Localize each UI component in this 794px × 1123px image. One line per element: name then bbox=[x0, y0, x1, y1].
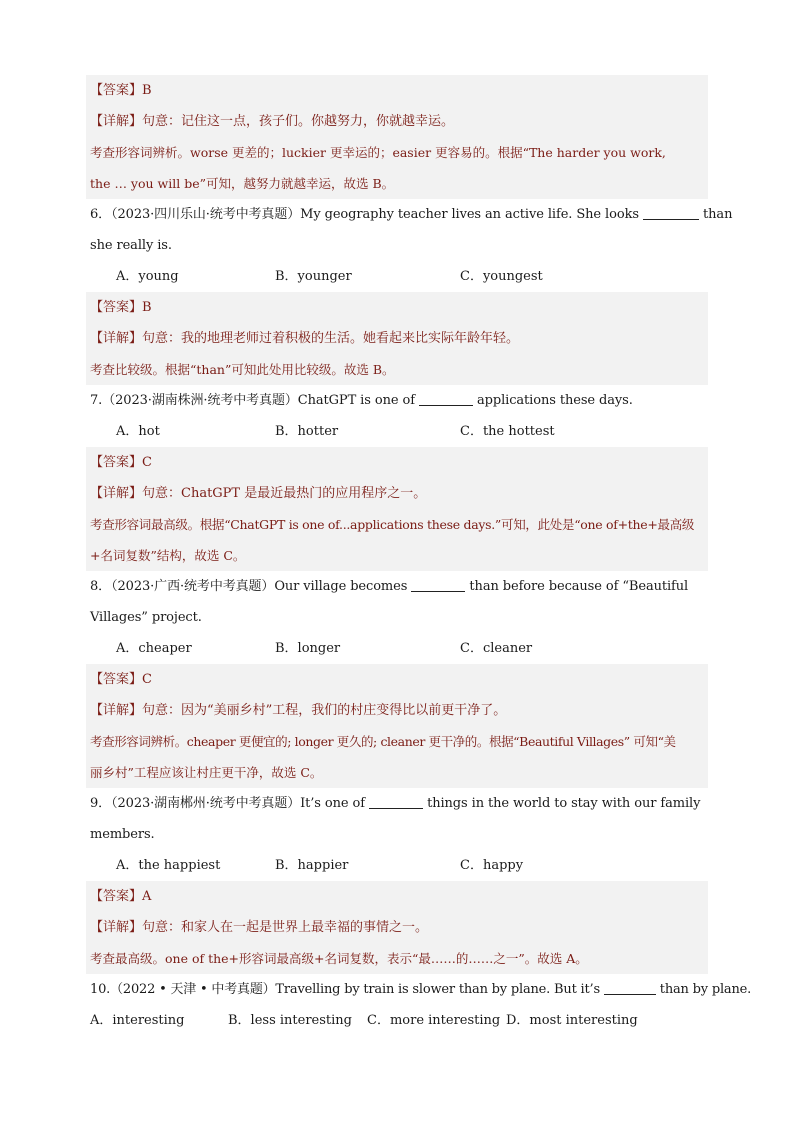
option-a: A．cheaper bbox=[116, 641, 192, 656]
answer-label: 【答案】A bbox=[90, 889, 152, 904]
option-c: C．cleaner bbox=[460, 641, 533, 656]
question-stem: she really is. bbox=[90, 238, 172, 253]
option-c: C．happy bbox=[460, 858, 524, 873]
question-stem: 8．（2023·广西·统考中考真题）Our village becomes than before because of “Beautiful bbox=[90, 579, 689, 594]
question-stem: 7.（2023·湖南株洲·统考中考真题）ChatGPT is one of applications these days. bbox=[90, 393, 633, 408]
answer-blank bbox=[411, 577, 465, 592]
answer-blank bbox=[419, 391, 473, 406]
detail-line: 【详解】句意：因为“美丽乡村”工程，我们的村庄变得比以前更干净了。 bbox=[90, 703, 507, 718]
option-b: B．longer bbox=[275, 641, 341, 656]
option-c: C．youngest bbox=[460, 269, 543, 284]
option-b: B．hotter bbox=[275, 424, 339, 439]
answer-block-q5 bbox=[86, 75, 708, 199]
worksheet-page bbox=[90, 75, 752, 1036]
question-stem: 10.（2022 • 天津 • 中考真题）Travelling by train is slower than by plane. But it’s than by plane. bbox=[90, 982, 752, 997]
detail-line: 【详解】句意：和家人在一起是世界上最幸福的事情之一。 bbox=[90, 920, 429, 935]
options-row bbox=[90, 633, 704, 664]
analysis-line: 考查形容词辨析。cheaper 更便宜的; longer 更久的; cleaner 更干净的。根据“Beautiful Villages” 可知“美 bbox=[90, 734, 676, 749]
option-a: A．hot bbox=[116, 424, 160, 439]
answer-label: 【答案】C bbox=[90, 455, 152, 470]
analysis-line: 考查比较级。根据“than”可知此处用比较级。故选 B。 bbox=[90, 362, 395, 377]
question-stem: Villages” project. bbox=[90, 610, 202, 625]
analysis-line: 丽乡村”工程应该让村庄更干净，故选 C。 bbox=[90, 765, 323, 780]
option-a: A．the happiest bbox=[116, 858, 221, 873]
analysis-line: the … you will be”可知，越努力就越幸运，故选 B。 bbox=[90, 176, 395, 191]
question-stem: members. bbox=[90, 827, 155, 842]
option-b: B．less interesting bbox=[228, 1013, 352, 1028]
option-b: B．younger bbox=[275, 269, 352, 284]
answer-blank bbox=[369, 794, 423, 809]
options-row bbox=[90, 416, 704, 447]
question-stem: 9．（2023·湖南郴州·统考中考真题）It’s one of things in the world to stay with our family bbox=[90, 796, 701, 811]
analysis-line: +名词复数”结构，故选 C。 bbox=[90, 548, 246, 563]
options-row bbox=[90, 850, 704, 881]
option-a: A．young bbox=[116, 269, 179, 284]
answer-blank bbox=[604, 980, 656, 995]
question-stem: 6．（2023·四川乐山·统考中考真题）My geography teacher lives an active life. She looks than bbox=[90, 207, 733, 222]
analysis-line: 考查形容词辨析。worse 更差的；luckier 更幸运的；easier 更容易的。根据“The harder you work, bbox=[90, 145, 666, 160]
answer-block-q8 bbox=[86, 664, 708, 788]
analysis-line: 考查形容词最高级。根据“ChatGPT is one of...applications these days.”可知，此处是“one of+the+最高级 bbox=[90, 517, 695, 532]
answer-block-q7 bbox=[86, 447, 708, 571]
option-c: C．more interesting bbox=[367, 1013, 501, 1028]
options-row bbox=[90, 1005, 704, 1036]
option-a: A．interesting bbox=[90, 1013, 185, 1028]
detail-line: 【详解】句意：我的地理老师过着积极的生活。她看起来比实际年龄年轻。 bbox=[90, 331, 520, 346]
detail-line: 【详解】句意：ChatGPT 是最近最热门的应用程序之一。 bbox=[90, 486, 427, 501]
answer-block-q6 bbox=[86, 292, 708, 385]
option-d: D．most interesting bbox=[506, 1013, 638, 1028]
options-row bbox=[90, 261, 704, 292]
answer-label: 【答案】B bbox=[90, 83, 152, 98]
detail-line: 【详解】句意：记住这一点，孩子们。你越努力，你就越幸运。 bbox=[90, 114, 455, 129]
answer-block-q9 bbox=[86, 881, 708, 974]
option-c: C．the hottest bbox=[460, 424, 555, 439]
answer-blank bbox=[643, 205, 699, 220]
answer-label: 【答案】C bbox=[90, 672, 152, 687]
option-b: B．happier bbox=[275, 858, 349, 873]
analysis-line: 考查最高级。one of the+形容词最高级+名词复数，表示“最……的……之一”。故选 A。 bbox=[90, 951, 588, 966]
answer-label: 【答案】B bbox=[90, 300, 152, 315]
